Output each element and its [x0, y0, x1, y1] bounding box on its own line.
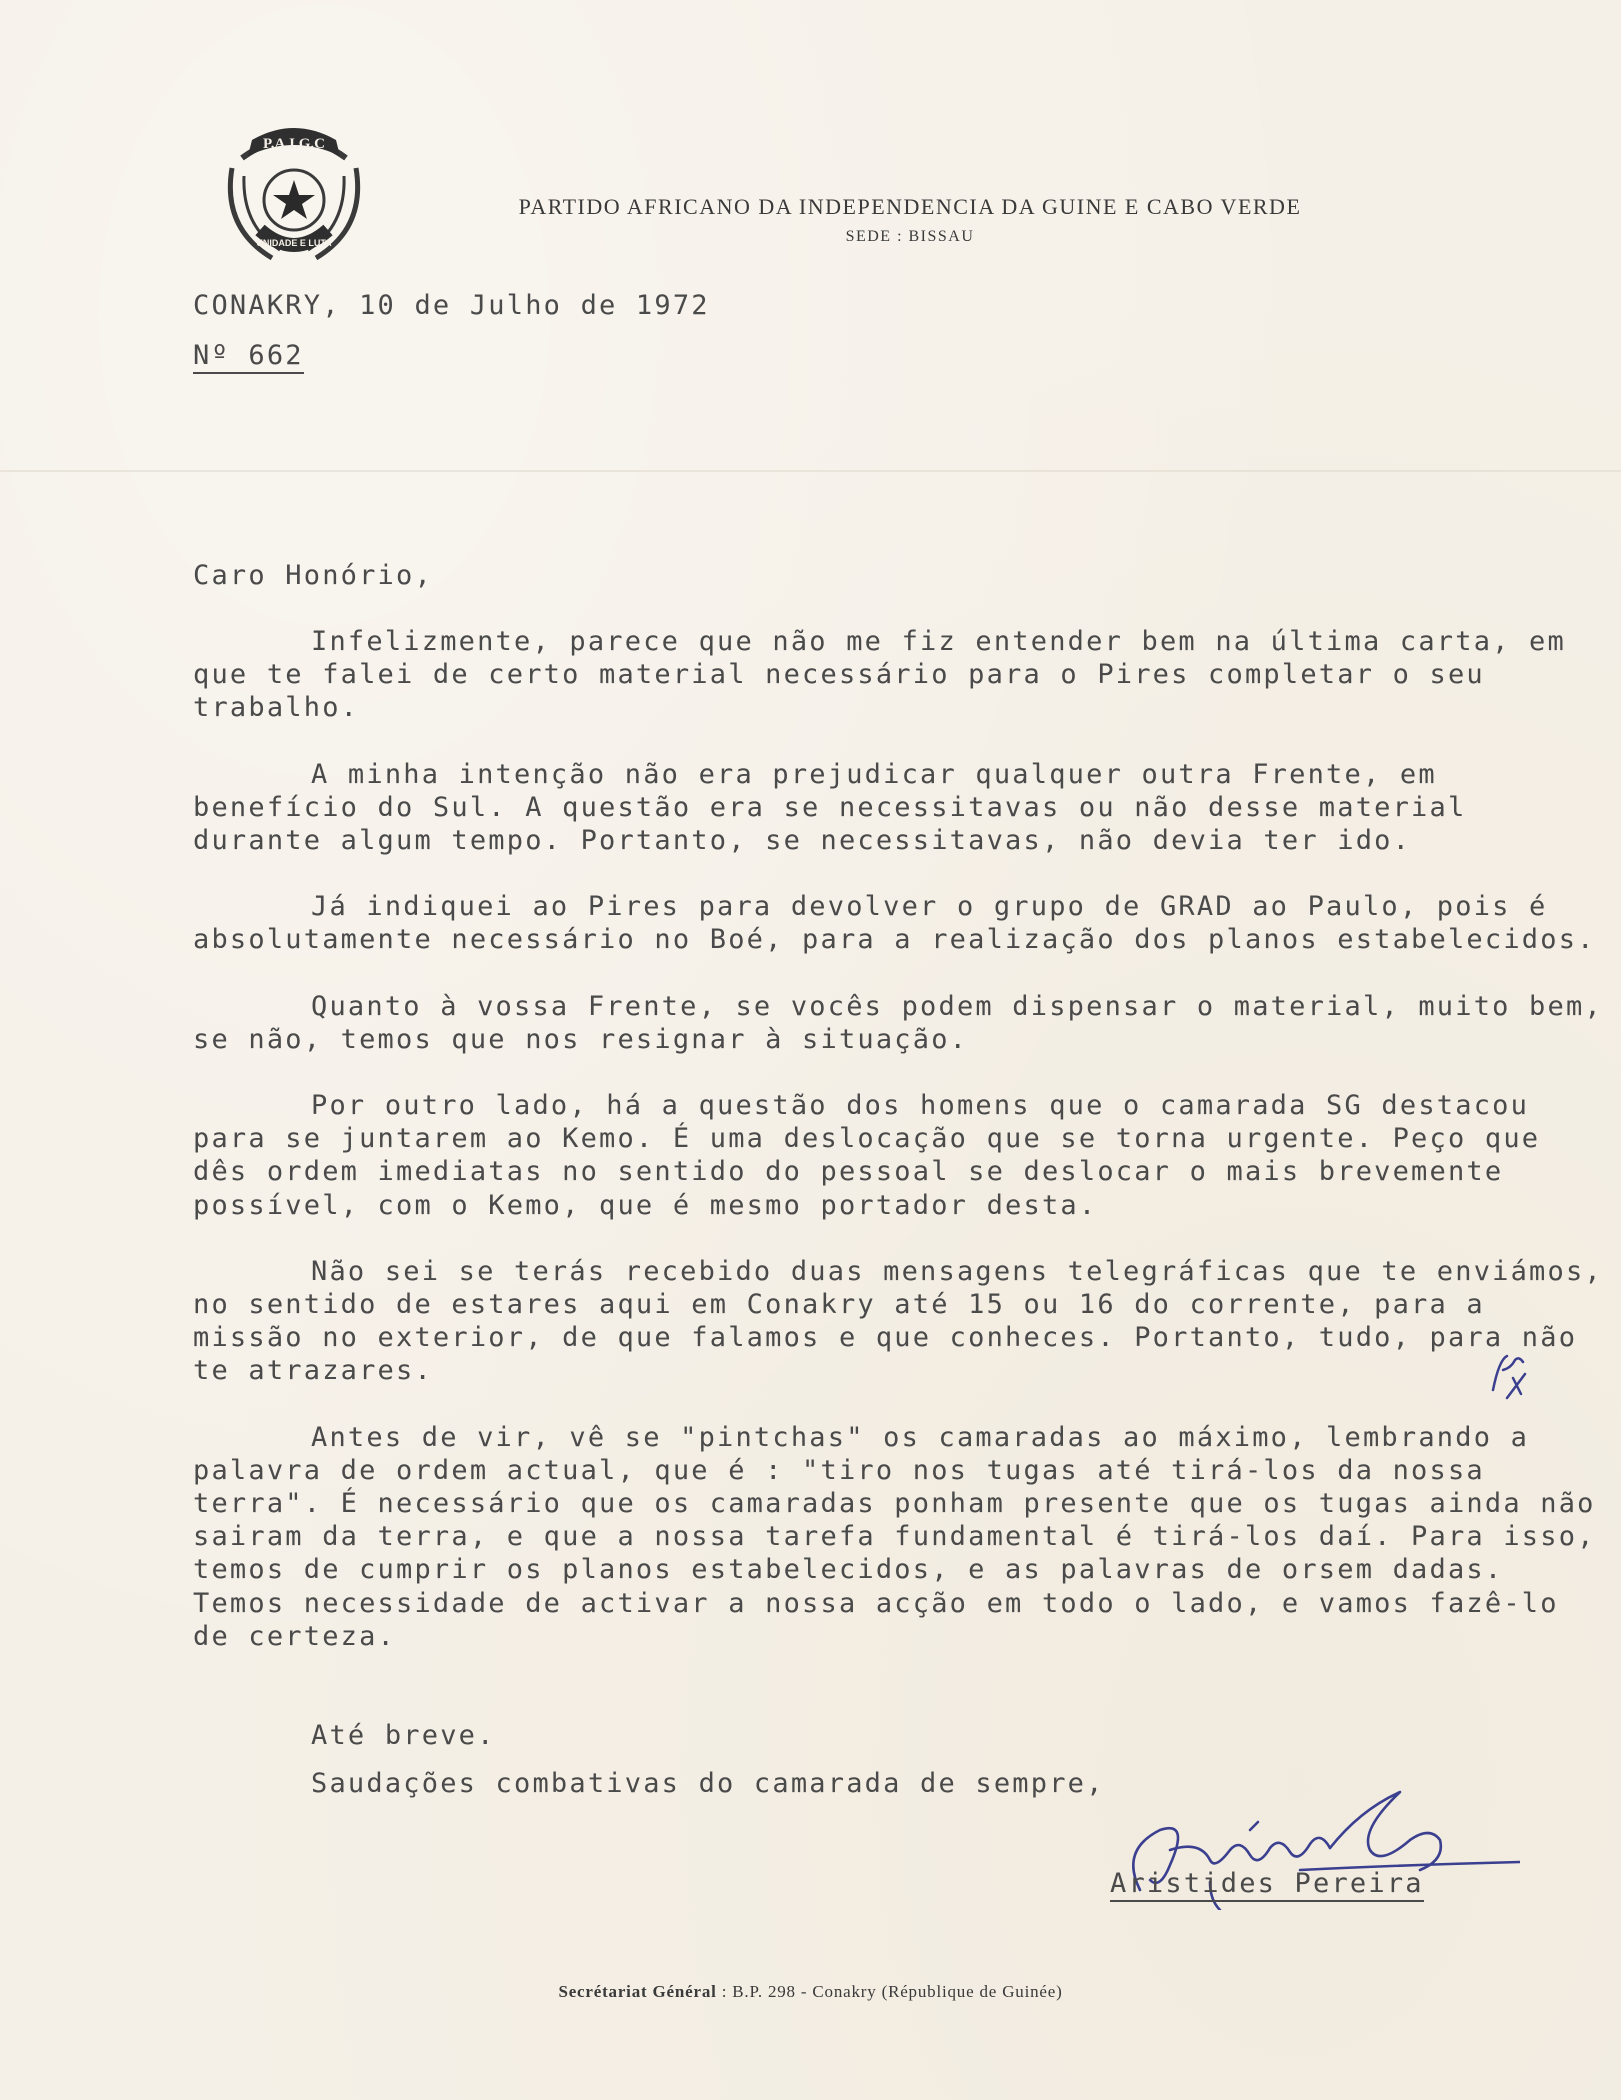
paigc-emblem-icon [212, 118, 376, 268]
footer-address-text: : B.P. 298 - Conakry (République de Guinée) [721, 1982, 1063, 2001]
closing-line-1: Até breve. [311, 1720, 496, 1751]
letter-body [193, 625, 1613, 1686]
closing-line-2: Saudações combativas do camarada de sempre, [311, 1768, 1105, 1799]
place-date: CONAKRY, 10 de Julho de 1972 [193, 290, 710, 321]
handwritten-correction-mark [1485, 1350, 1535, 1400]
paragraph-6: Não sei se terás recebido duas mensagens telegráficas que te enviámos, no sentido de estares aqui em Conakry até 15 ou 16 do corrente, para a missão no exterior, de que falamos e que conheces. Portanto, tudo, para não te atrazares. [193, 1255, 1603, 1387]
svg-text:P.A.I.G.C: P.A.I.G.C [263, 136, 325, 152]
paper-fold [0, 470, 1621, 472]
paragraph-3: Já indiquei ao Pires para devolver o grupo de GRAD ao Paulo, pois é absolutamente necessário no Boé, para a realização dos planos estabelecidos. [193, 891, 1596, 956]
organization-seat: SEDE : BISSAU [845, 228, 975, 245]
paragraph-5: Por outro lado, há a questão dos homens que o camarada SG destacou para se juntarem ao Kemo. É uma deslocação que se torna urgente. Peço que dês ordem imediatas no sentido do pessoal se deslocar o mais brevemente possível, com o Kemo, que é mesmo portador desta. [193, 1090, 1541, 1221]
salutation: Caro Honório, [193, 560, 433, 591]
signer-name: Aristides Pereira [1110, 1868, 1424, 1902]
reference-number: Nº 662 [193, 340, 304, 374]
organization-name: PARTIDO AFRICANO DA INDEPENDENCIA DA GUINE E CABO VERDE [518, 194, 1302, 219]
letterhead [440, 192, 1380, 250]
svg-text:UNIDADE E LUTA: UNIDADE E LUTA [256, 238, 332, 248]
paragraph-7: Antes de vir, vê se "pintchas" os camaradas ao máximo, lembrando a palavra de ordem actual, que é : "tiro nos tugas até tirá-los da nossa terra". É necessário que os camaradas ponham presente que os tugas ainda não sairam da terra, e que a nossa tarefa fundamental é tirá-los daí. Para isso, temos de cumprir os planos estabelecidos, e as palavras de orsem dadas. Temos necessidade de activar a nossa acção em todo o lado, e vamos fazê-lo de certeza. [193, 1421, 1596, 1652]
paragraph-1: Infelizmente, parece que não me fiz entender bem na última carta, em que te falei de certo material necessário para o Pires completar o seu trabalho. [193, 626, 1566, 724]
footer-label: Secrétariat Général [558, 1982, 717, 2001]
footer-address [0, 1982, 1621, 2002]
paragraph-2: A minha intenção não era prejudicar qualquer outra Frente, em benefício do Sul. A questão era se necessitavas ou não desse material durante algum tempo. Portanto, se necessitavas, não devia ter ido. [193, 758, 1467, 857]
paragraph-4: Quanto à vossa Frente, se vocês podem dispensar o material, muito bem, se não, temos que nos resignar à situação. [193, 990, 1603, 1055]
